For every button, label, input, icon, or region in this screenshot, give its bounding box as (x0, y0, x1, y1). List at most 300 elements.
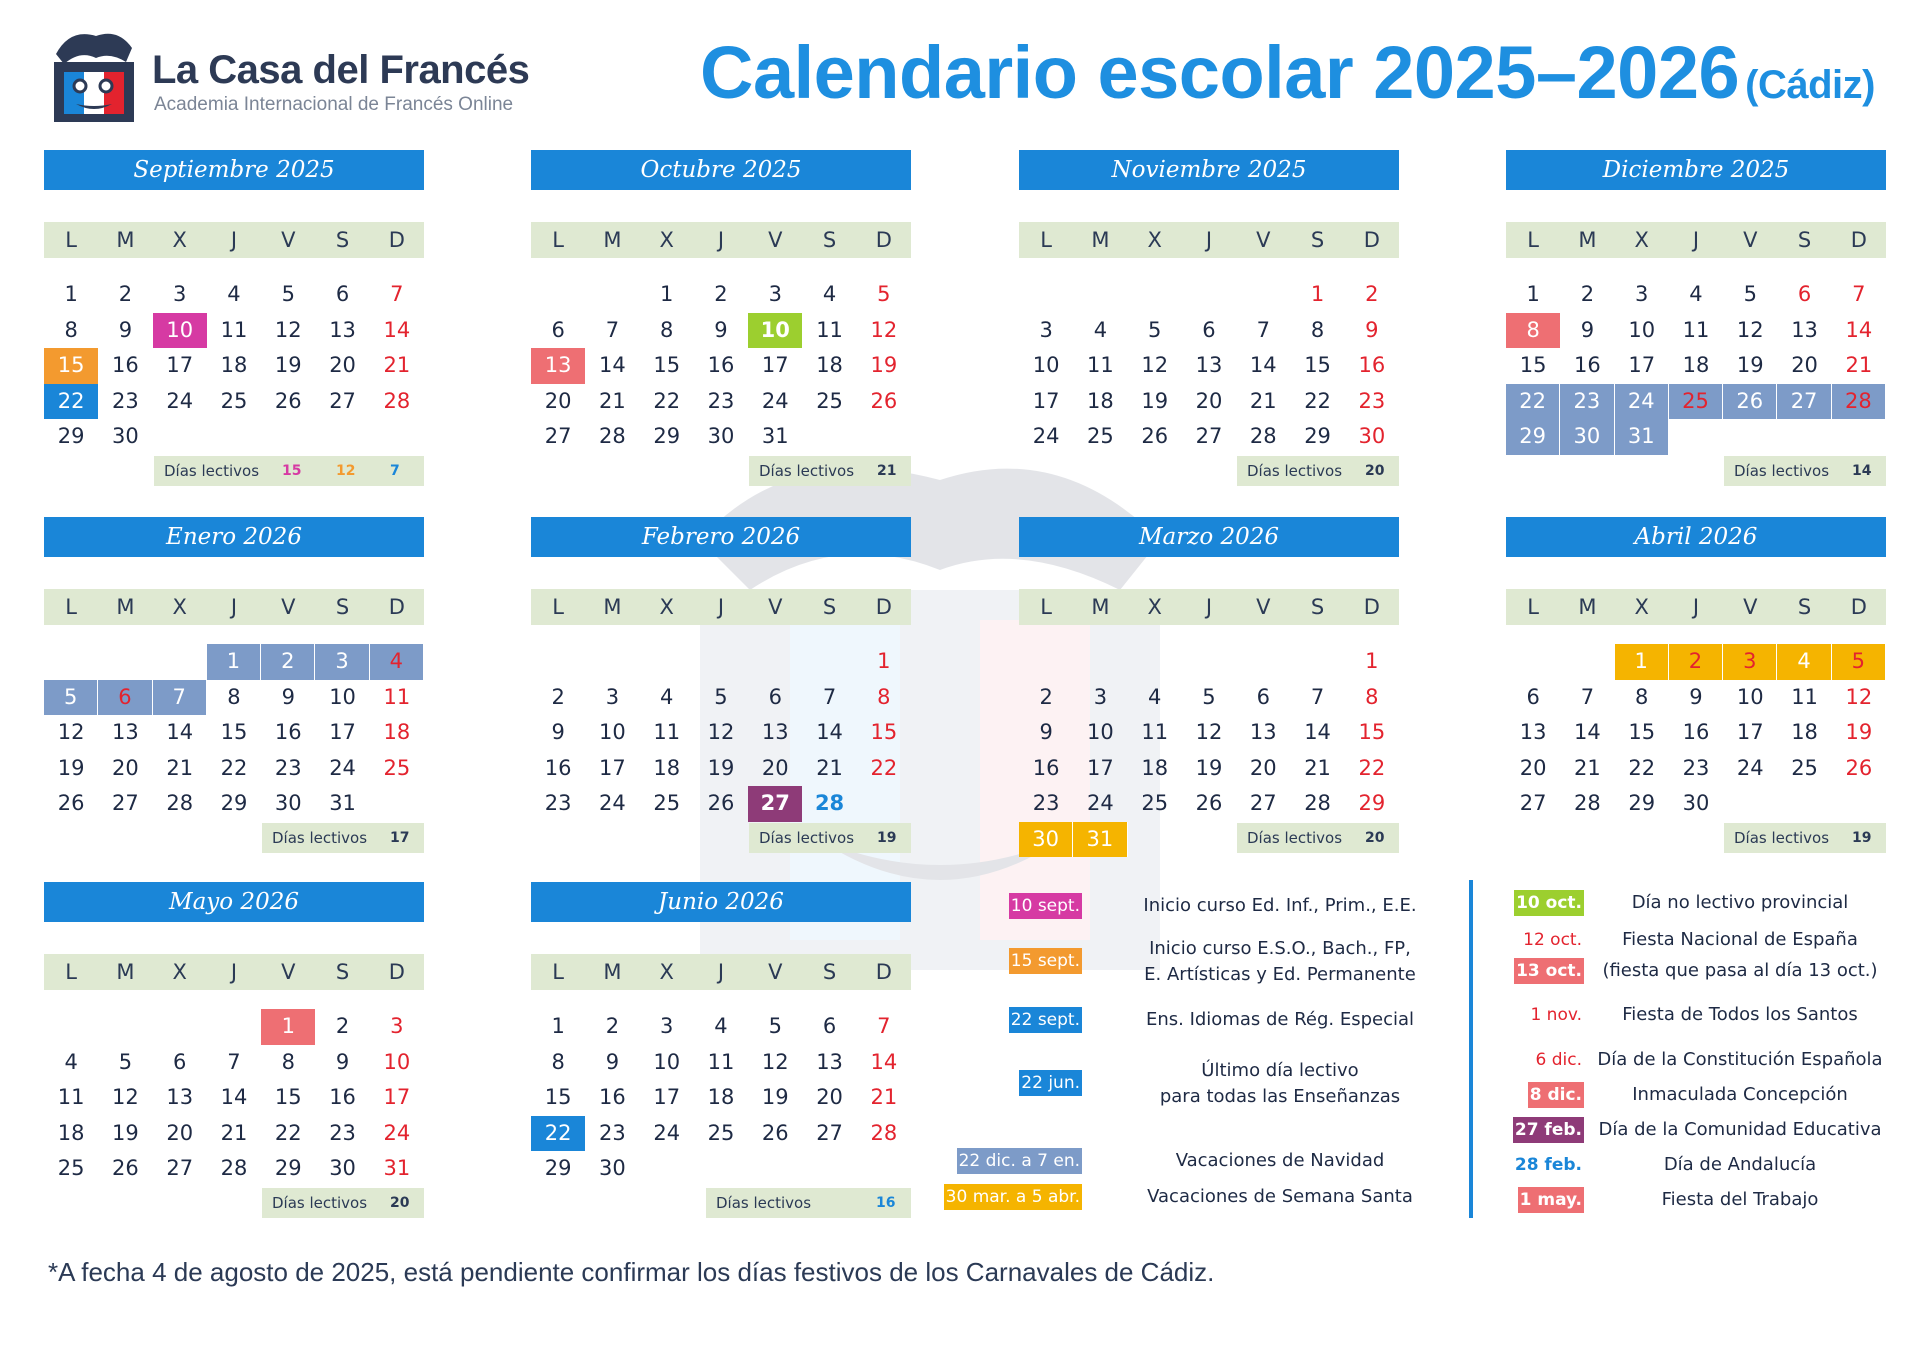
day-cell: 13 (1791, 317, 1818, 342)
day-cell: 17 (383, 1085, 411, 1109)
weekday-header (1019, 589, 1399, 625)
day-cell: 5 (768, 1014, 782, 1038)
legend-tag: 6 dic. (1535, 1050, 1582, 1070)
weekday-label: J (1692, 595, 1700, 619)
day-cell: 5 (44, 680, 98, 716)
weekday-label: D (388, 595, 405, 619)
weekday-header (44, 954, 424, 990)
weekday-header (1506, 589, 1886, 625)
day-cell: 1 (877, 649, 891, 673)
day-cell: 12 (761, 1049, 789, 1074)
day-cell: 11 (1141, 720, 1169, 744)
month-title: Diciembre 2025 (1506, 150, 1886, 190)
weekday-label: J (1205, 228, 1213, 252)
month-7 (1506, 517, 1886, 847)
day-cell: 19 (274, 353, 302, 377)
empty-cell (531, 277, 585, 313)
day-cell: 28 (814, 791, 845, 815)
day-cell: 5 (877, 282, 891, 306)
weekday-label: L (65, 595, 77, 619)
day-cell: 20 (1519, 755, 1547, 780)
weekday-label: S (1310, 595, 1325, 619)
day-cell: 15 (544, 1085, 572, 1109)
day-cell: 22 (220, 755, 248, 780)
day-cell: 22 (44, 384, 98, 420)
day-cell: 9 (1689, 684, 1703, 709)
day-cell: 24 (166, 388, 194, 413)
weekday-label: D (388, 228, 405, 252)
legend-description: Inmaculada Concepción (1632, 1084, 1848, 1105)
day-cell: 30 (1682, 791, 1710, 815)
month-9 (531, 882, 911, 1212)
day-cell: 5 (1202, 684, 1216, 709)
day-cell: 23 (707, 388, 735, 413)
day-cell: 24 (653, 1120, 681, 1145)
day-cell: 19 (57, 755, 85, 780)
day-cell: 11 (220, 317, 248, 342)
day-cell: 8 (64, 317, 78, 342)
day-cell: 29 (274, 1156, 302, 1180)
legend-description-line2: E. Artísticas y Ed. Permanente (1144, 964, 1416, 985)
day-cell: 25 (707, 1120, 735, 1145)
weekday-label: M (116, 595, 135, 619)
empty-cell (44, 1009, 98, 1045)
day-cell: 26 (1141, 424, 1169, 448)
empty-cell (1019, 644, 1073, 680)
weekday-label: L (65, 228, 77, 252)
day-cell: 13 (112, 720, 139, 744)
day-cell: 19 (112, 1120, 139, 1145)
day-cell: 28 (220, 1156, 248, 1180)
weekday-label: V (1256, 228, 1271, 252)
weekday-label: M (116, 228, 135, 252)
day-cell: 6 (822, 1014, 837, 1038)
weekday-label: S (335, 960, 350, 984)
day-cell: 16 (329, 1085, 356, 1109)
day-cell: 24 (1736, 755, 1764, 780)
day-cell: 20 (816, 1085, 843, 1109)
page-title (700, 30, 1875, 115)
day-cell: 25 (1141, 791, 1169, 815)
day-cell: 28 (383, 388, 411, 413)
weekday-label: X (172, 960, 187, 984)
day-cell: 3 (390, 1014, 404, 1038)
weekday-label: L (1040, 228, 1052, 252)
weekday-label: S (1797, 595, 1812, 619)
day-cell: 8 (227, 684, 241, 709)
day-cell: 1 (1365, 649, 1379, 673)
day-cell: 15 (274, 1085, 302, 1109)
legend-description: Vacaciones de Navidad (1175, 1150, 1385, 1171)
empty-cell (802, 644, 856, 680)
weekday-label: X (1634, 228, 1649, 252)
month-1 (531, 150, 911, 480)
day-cell: 16 (1574, 353, 1601, 377)
day-cell: 24 (599, 791, 626, 815)
day-cell: 2 (1669, 644, 1723, 680)
weekday-header (1019, 222, 1399, 258)
day-cell: 10 (748, 313, 802, 349)
weekday-header (44, 222, 424, 258)
day-cell: 23 (274, 755, 302, 780)
lectivos-box (1237, 823, 1399, 853)
day-cell: 18 (707, 1085, 735, 1109)
day-cell: 7 (227, 1049, 241, 1074)
day-cell: 28 (1304, 791, 1331, 815)
empty-cell (1128, 644, 1182, 680)
empty-cell (98, 1009, 152, 1045)
legend-description: Fiesta de Todos los Santos (1622, 1004, 1858, 1025)
day-cell: 21 (383, 353, 411, 377)
empty-cell (98, 644, 152, 680)
day-cell: 9 (714, 317, 728, 342)
legend-tag: 10 sept. (1009, 893, 1082, 919)
lectivos-count: 15 (282, 462, 302, 479)
day-cell: 30 (707, 424, 735, 448)
day-grid (1506, 277, 1886, 455)
empty-cell (585, 277, 639, 313)
day-cell: 11 (1682, 317, 1710, 342)
legend-tag: 13 oct. (1514, 958, 1584, 984)
month-title: Marzo 2026 (1019, 517, 1399, 557)
weekday-label: X (1147, 595, 1162, 619)
day-cell: 8 (660, 317, 674, 342)
day-cell: 3 (660, 1014, 674, 1038)
day-cell: 17 (761, 353, 789, 377)
day-cell: 31 (329, 791, 356, 815)
day-cell: 6 (1256, 684, 1270, 709)
weekday-label: V (768, 595, 783, 619)
day-cell: 10 (1087, 720, 1114, 744)
legend-description: Fiesta Nacional de España (1622, 929, 1858, 950)
brand-subtitle: Academia Internacional de Francés Online (154, 94, 514, 115)
day-cell: 9 (1039, 720, 1053, 744)
weekday-label: L (552, 595, 564, 619)
day-cell: 10 (383, 1049, 411, 1074)
day-cell: 2 (551, 684, 565, 709)
day-cell: 9 (1365, 317, 1379, 342)
month-3 (1506, 150, 1886, 480)
day-cell: 27 (1519, 791, 1547, 815)
weekday-label: J (230, 960, 238, 984)
day-cell: 20 (1195, 388, 1223, 413)
day-cell: 18 (816, 353, 843, 377)
day-cell: 21 (220, 1120, 248, 1145)
day-cell: 18 (57, 1120, 85, 1145)
weekday-label: L (552, 228, 564, 252)
legend-description-line2: para todas las Enseñanzas (1159, 1086, 1401, 1107)
day-cell: 7 (390, 282, 404, 306)
day-cell: 30 (1358, 424, 1386, 448)
legend-tag: 27 feb. (1513, 1117, 1584, 1143)
day-cell: 27 (748, 786, 802, 822)
day-cell: 12 (1141, 353, 1169, 377)
day-cell: 20 (112, 755, 139, 780)
day-cell: 26 (112, 1156, 139, 1180)
day-cell: 13 (761, 720, 789, 744)
day-cell: 29 (57, 424, 85, 448)
day-cell: 4 (1689, 282, 1703, 306)
day-cell: 24 (1032, 424, 1060, 448)
day-cell: 22 (1628, 755, 1656, 780)
weekday-label: X (659, 595, 674, 619)
lectivos-count: 20 (1365, 462, 1385, 479)
day-cell: 4 (822, 282, 837, 306)
day-cell: 27 (1195, 424, 1223, 448)
day-cell: 29 (1358, 791, 1386, 815)
day-cell: 6 (768, 684, 782, 709)
day-cell: 11 (383, 684, 411, 709)
day-cell: 25 (57, 1156, 85, 1180)
day-cell: 26 (1723, 384, 1777, 420)
day-cell: 12 (707, 720, 735, 744)
day-cell: 22 (870, 755, 898, 780)
day-cell: 29 (1628, 791, 1656, 815)
weekday-header (531, 222, 911, 258)
empty-cell (531, 644, 585, 680)
month-title: Abril 2026 (1506, 517, 1886, 557)
legend-description: Día de la Constitución Española (1597, 1049, 1883, 1070)
weekday-label: V (768, 960, 783, 984)
day-cell: 29 (1506, 419, 1560, 455)
day-cell: 26 (274, 388, 302, 413)
day-cell: 3 (1723, 644, 1777, 680)
lectivos-label: Días lectivos (759, 461, 855, 480)
weekday-label: X (172, 228, 187, 252)
day-cell: 10 (1628, 317, 1656, 342)
day-cell: 7 (1852, 282, 1866, 306)
empty-cell (44, 644, 98, 680)
legend-divider (1469, 880, 1473, 1218)
day-cell: 11 (1087, 353, 1114, 377)
weekday-label: L (65, 960, 77, 984)
day-cell: 2 (335, 1014, 350, 1038)
weekday-label: D (875, 960, 892, 984)
weekday-label: S (822, 595, 837, 619)
day-cell: 4 (227, 282, 241, 306)
day-cell: 25 (653, 791, 681, 815)
day-cell: 27 (329, 388, 356, 413)
day-cell: 2 (261, 644, 315, 680)
day-grid (1019, 277, 1399, 455)
day-cell: 10 (329, 684, 356, 709)
legend-description: Último día lectivo (1201, 1060, 1359, 1081)
day-cell: 10 (653, 1049, 681, 1074)
day-cell: 20 (166, 1120, 194, 1145)
day-cell: 14 (599, 353, 626, 377)
day-cell: 1 (1615, 644, 1669, 680)
legend-description: Día no lectivo provincial (1631, 892, 1849, 913)
weekday-label: M (603, 960, 622, 984)
day-cell: 25 (383, 755, 411, 780)
weekday-label: X (659, 960, 674, 984)
empty-cell (1182, 277, 1236, 313)
day-cell: 3 (1093, 684, 1108, 709)
lectivos-box (749, 456, 911, 486)
day-cell: 21 (816, 755, 843, 780)
day-cell: 19 (707, 755, 735, 780)
day-cell: 26 (761, 1120, 789, 1145)
empty-cell (1236, 644, 1290, 680)
day-cell: 12 (870, 317, 898, 342)
weekday-label: M (1578, 595, 1597, 619)
day-cell: 28 (1832, 384, 1886, 420)
day-cell: 7 (822, 684, 837, 709)
weekday-label: L (1527, 228, 1539, 252)
month-5 (531, 517, 911, 847)
day-cell: 16 (707, 353, 735, 377)
weekday-label: V (1256, 595, 1271, 619)
empty-cell (585, 644, 639, 680)
legend-description: Día de Andalucía (1663, 1154, 1817, 1175)
weekday-label: X (1634, 595, 1649, 619)
day-cell: 2 (605, 1014, 620, 1038)
lectivos-count: 19 (1852, 829, 1872, 846)
day-cell: 1 (261, 1009, 315, 1045)
day-cell: 18 (1791, 720, 1818, 744)
day-grid (531, 1009, 911, 1187)
day-cell: 21 (599, 388, 626, 413)
day-grid (1506, 644, 1886, 822)
day-cell: 10 (1736, 684, 1764, 709)
day-cell: 10 (1032, 353, 1060, 377)
day-cell: 23 (1358, 388, 1386, 413)
day-cell: 5 (1148, 317, 1162, 342)
lectivos-label: Días lectivos (716, 1193, 812, 1212)
weekday-label: J (717, 228, 725, 252)
day-cell: 16 (544, 755, 572, 780)
day-cell: 3 (605, 684, 620, 709)
day-cell: 10 (599, 720, 626, 744)
lectivos-box (1724, 823, 1886, 853)
day-cell: 15 (220, 720, 248, 744)
day-cell: 25 (816, 388, 843, 413)
day-cell: 12 (1195, 720, 1223, 744)
day-cell: 11 (653, 720, 681, 744)
empty-cell (1506, 644, 1560, 680)
day-cell: 7 (605, 317, 620, 342)
footnote: *A fecha 4 de agosto de 2025, está pendiente confirmar los días festivos de los Carnavales de Cádiz. (48, 1257, 1215, 1287)
legend-tag: 30 mar. a 5 abr. (944, 1184, 1082, 1210)
day-cell: 6 (1526, 684, 1540, 709)
day-cell: 21 (1845, 353, 1873, 377)
day-cell: 18 (383, 720, 411, 744)
day-cell: 17 (166, 353, 194, 377)
weekday-label: J (1205, 595, 1213, 619)
day-cell: 14 (383, 317, 411, 342)
weekday-label: S (335, 228, 350, 252)
lectivos-label: Días lectivos (1247, 461, 1343, 480)
day-cell: 26 (870, 388, 898, 413)
day-cell: 27 (816, 1120, 843, 1145)
day-cell: 30 (274, 791, 302, 815)
brand-name: La Casa del Francés (152, 48, 530, 92)
day-cell: 24 (1087, 791, 1114, 815)
lectivos-box (1237, 456, 1399, 486)
day-cell: 18 (1682, 353, 1710, 377)
day-cell: 11 (707, 1049, 735, 1074)
empty-cell (1073, 277, 1127, 313)
day-cell: 23 (1682, 755, 1710, 780)
lectivos-count: 19 (877, 829, 897, 846)
legend-tag: 22 jun. (1019, 1070, 1082, 1096)
day-cell: 5 (118, 1049, 133, 1074)
legend-tag: 15 sept. (1009, 948, 1082, 974)
day-cell: 26 (1195, 791, 1223, 815)
day-cell: 21 (1249, 388, 1277, 413)
day-cell: 21 (870, 1085, 898, 1109)
day-cell: 30 (112, 424, 139, 448)
month-title: Octubre 2025 (531, 150, 911, 190)
weekday-label: L (1527, 595, 1539, 619)
day-cell: 6 (335, 282, 350, 306)
weekday-label: M (116, 960, 135, 984)
day-cell: 11 (1791, 684, 1818, 709)
day-cell: 22 (1506, 384, 1560, 420)
legend-description: Inicio curso E.S.O., Bach., FP, (1149, 938, 1411, 959)
weekday-label: M (603, 595, 622, 619)
day-cell: 12 (112, 1085, 139, 1109)
month-title: Septiembre 2025 (44, 150, 424, 190)
day-cell: 26 (57, 791, 85, 815)
day-cell: 12 (57, 720, 85, 744)
day-cell: 18 (1087, 388, 1114, 413)
day-cell: 1 (660, 282, 674, 306)
day-cell: 1 (1526, 282, 1540, 306)
day-cell: 28 (1249, 424, 1277, 448)
day-cell: 13 (329, 317, 356, 342)
lectivos-label: Días lectivos (759, 828, 855, 847)
day-cell: 4 (1093, 317, 1108, 342)
day-cell: 27 (544, 424, 572, 448)
day-cell: 3 (1635, 282, 1649, 306)
day-cell: 14 (1574, 720, 1601, 744)
day-cell: 8 (1635, 684, 1649, 709)
lectivos-box (1724, 456, 1886, 486)
weekday-label: V (1743, 228, 1758, 252)
month-title: Junio 2026 (531, 882, 911, 922)
day-cell: 17 (329, 720, 356, 744)
weekday-label: V (281, 228, 296, 252)
day-cell: 10 (153, 313, 207, 349)
day-cell: 4 (370, 644, 424, 680)
month-4 (44, 517, 424, 847)
day-cell: 31 (1615, 419, 1669, 455)
day-cell: 19 (1195, 755, 1223, 780)
weekday-label: J (230, 595, 238, 619)
day-cell: 3 (768, 282, 782, 306)
empty-cell (1128, 277, 1182, 313)
day-cell: 30 (329, 1156, 356, 1180)
weekday-label: D (1850, 595, 1867, 619)
empty-cell (1560, 644, 1614, 680)
day-cell: 4 (64, 1049, 78, 1074)
day-cell: 4 (714, 1014, 728, 1038)
day-cell: 5 (281, 282, 295, 306)
weekday-label: D (1363, 595, 1380, 619)
day-cell: 13 (1519, 720, 1547, 744)
day-cell: 8 (1365, 684, 1379, 709)
day-cell: 19 (870, 353, 898, 377)
day-cell: 25 (220, 388, 248, 413)
legend-description: Vacaciones de Semana Santa (1147, 1186, 1413, 1207)
lectivos-box (262, 1188, 424, 1218)
weekday-label: S (1797, 228, 1812, 252)
day-cell: 5 (1743, 282, 1757, 306)
weekday-label: X (172, 595, 187, 619)
weekday-label: X (1147, 228, 1162, 252)
weekday-label: M (1578, 228, 1597, 252)
